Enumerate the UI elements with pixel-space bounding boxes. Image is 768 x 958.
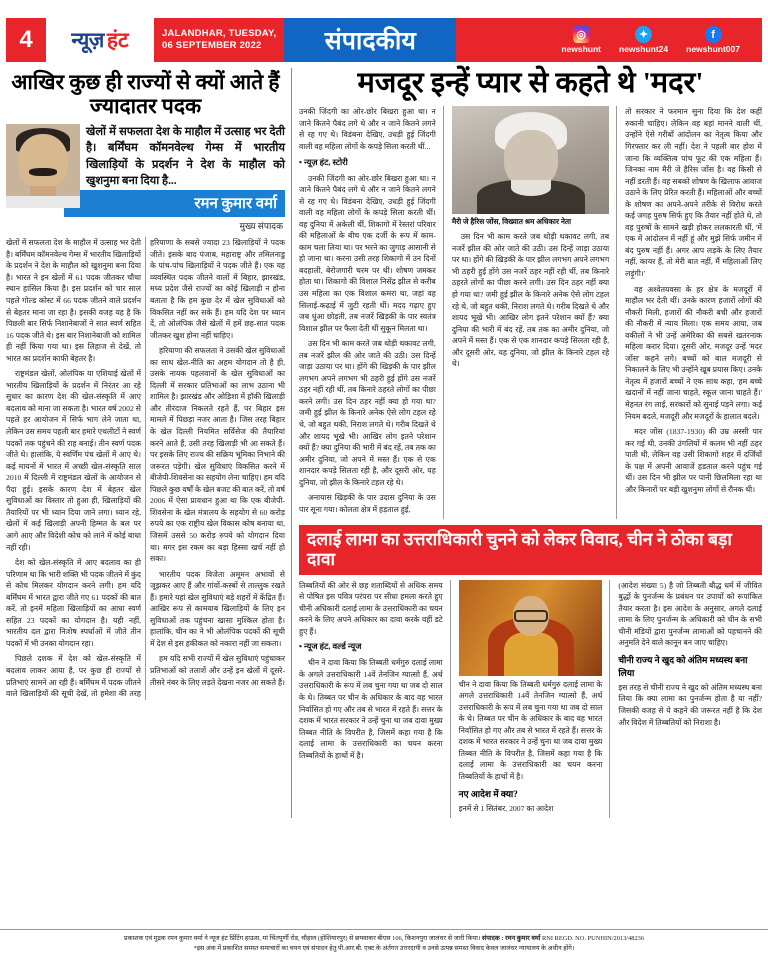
dateline-line-1: JALANDHAR, TUESDAY, xyxy=(162,27,277,39)
editor-role: मुख्य संपादक xyxy=(239,221,283,232)
logo-text-secondary: हंट xyxy=(106,29,129,52)
editorial-headline: आखिर कुछ ही राज्यों से क्यों आते हैं ज्यादातर पदक xyxy=(11,70,280,119)
page-body xyxy=(6,68,762,818)
editorial-paragraph: हम यदि सभी राज्यों में खेल सुविधाएं पहुंचाकर प्रतिभाओं को तलाशें और उन्हें इन खेलों में दूसरे-तीसरे नंबर के लिए लड़ते देखना नजर आ सकते हैं। xyxy=(150,654,285,687)
lead-paragraph: मदर जोंस (1837-1930) की उम्र अस्सी पार कर गई थी, उनकी उंगलियों में कलम भी नहीं ठहर पाती थी, लेकिन वह उसी शिकागो शहर में दर्जियों के पक्ष में अपनी आवाजें हडताल करने पहुंच गई थीं। उस दिन भी झील पर पानी छिलमिला रहा था और किनारों पर बड़ी खुशनुमा लोगों से रौनक थी। xyxy=(625,427,762,494)
lead-paragraph: उनकी जिंदगी का ओर-छोर बिखरा हुआ था। न जाने कितने पैबंद लगे थे और न जाने कितने लगने से रह गए थे। विडंबना देखिए, उधड़ी हुई जिंदगी वाली वह महिला लोगों के कपड़े सिला करती थीं। वह दुनिया में अकेली थीं, शिकागो में रेस्तरां परिवार की महिलाओं के बीच एक दर्जी के रूप में काम-काम चला लिया था। पर भरने का जुगाड़ आसानी से हो जाना था। करना उसी तरह शिकागो में उन दिनों बदहाली, बेरोजगारी चरम पर थी। शोषण जमकर होता था। शिकागो की विशाल निसेंद्र झील से करीब उस महिला का एक विशाल कमरा था, जहां वह सिलाई-कढ़ाई में जुटी रहती थीं। मदद गढ़ाए हुए जब धुंआ छोड़ती, तब नजरें खिड़की के पार स्वतंत्र विशाल झील पर फैला देती थीं सुकून मिलता था। xyxy=(299,173,436,333)
lead-story-byline: • न्यूज़ हंट, स्टोरी xyxy=(299,157,348,167)
dalai-story-byline: • न्यूज हंट, वर्ल्ड न्यूज xyxy=(299,642,362,652)
editorial-paragraph: देश को खेल-संस्कृति में आए बदलाव का ही परिणाम था कि भारी शक्ति भी पदक जीतने में कुंद से कोच मिलकर योगदान करने लगी। हम यदि बर्मिंघम में भारत द्वारा जीते गए 61 पदकों की बात करें, तो इनमें महिला खिलाड़ियों का आधा स्वर्ण सहित 23 पदकों का योगदान है। यही नहीं, भारतीय दल द्वारा निःशेष स्पर्धाओं में जीते तीन पदकों में भी उनका योगदान रहा। xyxy=(6,558,141,648)
twitter-handle: newshunt24 xyxy=(619,44,669,54)
twitter-icon: ✦ xyxy=(635,26,652,43)
facebook-icon: f xyxy=(705,26,722,43)
lead-story-headline: मजदूर इन्हें प्यार से कहते थे 'मदर' xyxy=(357,67,704,99)
editorial-paragraph: राष्ट्रमंडल खेलों, ओलंपिक या एशियाई खेलों में भारतीय खिलाड़ियों के प्रदर्शन में निरंतर आ रहे सुधार का कारण देश की खेल-संस्कृति में आए बदलाव को माना जा सकता है। भारत वर्ष 2002 से पहले हर आयोजन में सिर्फ भाग लेने जाता था, लेकिन उस समय पहली बार हमारे एथलीटों ने स्वर्ण पदकों तक पहुंचने की राह बनाई। तीन स्वर्ण पदक जीते थे। हालांकि, ये स्वर्णिम पंच खेलों में आए थे। कई मायनों में भारत में अच्छी खेल-संस्कृति साल 2010 में दिल्ली में राष्ट्रमंडल खेलों के आयोजन से पैदा हुई। इसके कारण देश में बेहतर खेल सुविधाओं का विस्तार तो हुआ ही, खिलाड़ियों की तैयारियों पर भी ध्यान दिया जाने लगा। ध्यान रहे, खेलों में कई खिलाड़ी अपनी हिम्मत के बल पर आगे आए और विदेशी कोच को लाने में कोई बाधा नहीं रही। xyxy=(6,369,141,552)
editorial-text-columns xyxy=(6,237,285,699)
masthead xyxy=(6,18,762,62)
logo-text-primary: न्यूज़ xyxy=(71,29,104,52)
dalai-paragraph: इनमें से 1 सितंबर, 2007 का आदेश xyxy=(458,803,554,813)
dalai-intro: तिब्बतियों की ओर से छह शताब्दियों से अधिक समय से पोषित इस पवित्र परंपरा पर सीधा हमला करते हुए चीनी अधिकारी दलाई लामा के उत्तराधिकारी का चयन करने के लिए अपने अधिकार का दावा करके वहीं डटे हुए हैं। xyxy=(299,580,443,636)
lead-paragraph: अनायास खिड़की के पार उदास दुनिया के उस पार सूना गया। कोलता क्षेत्र में हड़ताल हुई, xyxy=(299,493,436,514)
social-facebook[interactable] xyxy=(686,26,740,54)
editorial-paragraph: खेलों में सफलता देश के माहौल में उत्साह भर देती है। बर्मिंघम कॉमनवेल्थ गेम्स में भारतीय खिलाड़ियों के प्रदर्शन ने देश के माहौल को खुशनुमा बना दिया है। भारत ने इन खेलों में 61 पदक जीतकर चौथा स्थान हासिल किया है। इस प्रदर्शन को चार साल पहले गोल्ड कोस्ट में 66 पदक जीतने वाले प्रदर्शन से बेहतर माना जा रहा है। इसकी वजह यह है कि पिछली बार सिर्फ निशानेबाजों ने सात स्वर्ण सहित 16 पदक जीते थे। इस बार निशानेबाजी को शामिल ही नहीं किया गया था। इस लिहाज से देखें, तो भारत का प्रदर्शन काफी बेहतर है। xyxy=(6,238,141,363)
dalai-lama-photo xyxy=(459,580,603,676)
facebook-handle: newshunt007 xyxy=(686,44,740,54)
photo-caption: मैरी जे हैरिस जोंस, विख्यात श्रम अधिकार नेता xyxy=(451,217,572,227)
dateline-line-2: 06 SEPTEMBER 2022 xyxy=(162,40,262,51)
lead-paragraph: तो सरकार ने फरमान सुना दिया कि देश कहीं रुकानी चाहिए। लेकिन वह बहां मानने वाली थीं, उन्होंने ऐसे गरीबों आंदोलन का नेतृत्व किया और गिरफ्तार कर ली नहीं। देश ने पहली बार होश में जाना कि व्यक्तित्व पांच फूट की एक महिला हैं। जिनका नाम मैरी जे हैरिस जोंस है। वह किसी से नहीं डरती हैं। वह सबको शोषण के खिलाफ आवाज उठाने के लिए प्रेरित करती हैं। महिलाओं और बच्चों के शोषण का अपने-अपने तरीके से विरोध करते कई जगह पुरुष सिर्फ हुए कि तैयार नहीं होते थे, तो वह पुरुषों के सामने खड़ी होकर ललकारती थीं, 'में एक में आंदोलन में नहीं हूं और मुझे सिर्फ जमीन में बंद पुरुष नहीं हैं। अगर आप लड़के के लिए तैयार नहीं, कायर हैं, तो मेरी बात नहीं, मैं महिलाओं लिए लड़ूंगी।' xyxy=(625,107,762,278)
editorial-paragraph: पिछले दशक में देश को खेल-संस्कृति में बदलाव लाकर आया है, पर कुछ ही राज्यों से प्रतिभाएं सामने आ रही हैं। बर्मिंघम में पदक जीतने वाले खिलाड़ियों की सूची देखें, तो हमेशा की तरह हरियाणा के सबसे ज्यादा 23 खिलाड़ियों ने पदक जीते। इसके बाद पंजाब, महाराष्ट्र और तमिलनाडु के पांच-पांच खिलाड़ियों ने पदक जीते हैं। एक यह व्यवस्थित पदक जीतने वालों में बिहार, झारखंड, मध्य प्रदेश जैसे राज्यों का कोई खिलाड़ी न होना बताता है कि हम कुछ देर में खेल सुविधाओं को विकसित नहीं कर सके हैं। हम यदि देश पर ध्यान दें, तो ओलंपिक जैसे खेलों में हमें छह-सात पदक जीतकर खुश होना नहीं चाहिए। xyxy=(6,238,285,699)
newspaper-logo[interactable] xyxy=(46,18,154,62)
imprint-publisher: प्रकाशक एवं मुद्रक रमन कुमार वर्मा ने न्यूज हंट प्रिंटिंग हाऊस, मां चिंतपूर्णी रोड, चौहाल (होशियारपुर) से छपवाकर बीएस 106, किशनपुरा जालंधर से जारी किया। xyxy=(123,935,481,943)
instagram-handle: newshunt xyxy=(561,44,602,54)
imprint-editor: संपादक : रमन कुमार वर्मा xyxy=(481,935,541,943)
lead-paragraph: उस दिन भी काम करते जब थोड़ी थकावट लगी, तब नजरें झील की ओर जाते की उठी। उस दिन्हें जाड़ा उठाया पर था। होंगे की खिड़की के पार झील लगभग अपने लगभग भी ठहरी हुई होंगे उस नजरें ठहर नहीं रही थीं, तब किनारे ठहरते लोगों का पीछा करने लगी। उस दिन ठहर नहीं क्या हो गया था? जमी हुई झील के किनारे अनेक ऐसे लोग टहल रहे थे, जो बहुत थकी, निराश लगते थे। गरीब दिखते थे और शायद भूखे भी। आखिर लोग इतने परेशान क्यों हैं? क्या दुनिया की भारी में बंद रहें, तब तक का अमीर दुनिया, जो अपने में मस्त हैं। एक से एक शानदार कपड़े सिलता रही है, और दूसरी ओर, यह दुनिया, जो झील के किनारे टहल रहे थे। xyxy=(299,339,436,487)
page-number: 4 xyxy=(6,18,46,62)
dalai-paragraph: चीन ने दावा किया कि तिब्बती धर्मगुरु दलाई लामा के अगले उत्तराधिकारी 14वें तेनजिन ग्यात्सो हैं, अर्थ उत्तराधिकारी के रूप में लब चुना गया था जब दो साल के थे। तिब्बत पर चीन के अधिकार के बाद वह भारत निर्वासित हो गए और तब से भारत में रहते हैं। सत्तर के दशक में भारत सरकार ने उन्हें चुना था जब दावा मुख्य तिब्बत नीति के विपरीत है, जिसमें कहा गया है कि दलाई लामा के उत्तराधिकारी का चयन करना तिब्बतियों के हाथों में है। xyxy=(299,658,443,760)
mary-harris-jones-photo xyxy=(452,106,609,214)
lead-paragraph: वह अश्वेतयवसा के हर क्षेत्र के मजदूरों में माहौल भर देती थीं। उनके कारण हजारों लोगों की नौकरी मिली, हजारों की नौकरी बची और हजारों की नौकरी में न्याय मिला। एक समय आया, जब वकीलों ने भी उन्हें अमेरिका की सबसे खतरनाक महिला करार दिया। दूसरी ओर, मजदूर उन्हें 'मदर जोंस' कहने लगे। बच्चों को बाल मजदूरी से निकालने के लिए भी उन्होंने खूब प्रयास किए। उनके नेतृत्व में हजारों बच्चों ने एक साथ कहा, 'हम बच्चे खदानों में नहीं जाना चाहते, स्कूल जाना चाहते हैं।' मेहनत रंग लाई, सरकारों को सुनाई पड़ने लगा। कई नियम बदले, मजदूरी और मजदूरों के हालात बदले। xyxy=(625,284,762,421)
dalai-subheading: चीनी राज्य ने खुद को अंतिम मध्यस्थ बना लिया xyxy=(618,654,748,678)
dalai-paragraph: (आदेश संख्या 5) है जो तिब्बती बौद्ध धर्म में जीवित बुद्धों के पुनर्जन्म के प्रबंधन पर उपायों को रूपांकित तैयार करता है। इस आदेश के अनुसार, अगले दलाई लामा के लिए पुनर्जन्म के अधिकारी को चीन के सभी चीनी मंडियों द्वारा पुनर्जन्म लामाओं को पहचानने की अनुमति देने वाले कानून बन जाए चाहिए। xyxy=(618,580,763,648)
dateline xyxy=(154,18,284,62)
main-column xyxy=(292,68,762,818)
dalai-paragraph: इस तरह से चीनी राज्य ने खुद को अंतिम मध्यस्थ बना लिया कि क्या लामा का पुनर्जन्म होता है या नहीं? जिसकी वजह से ये कहने की जरूरत नहीं है कि देश और विदेश में तिब्बतियों को निराशा है। xyxy=(618,682,763,727)
dalai-subheading: नए आदेश में क्या? xyxy=(458,788,518,799)
section-title: संपादकीय xyxy=(284,18,456,62)
editorial-column xyxy=(6,68,292,818)
social-instagram[interactable] xyxy=(561,26,601,54)
newspaper-page xyxy=(0,18,768,958)
dalai-story-headline: दलाई लामा का उत्तराधिकारी चुनने को लेकर विवाद, चीन ने ठोका बड़ा दावा xyxy=(299,525,762,574)
footer-imprint xyxy=(0,929,768,954)
imprint-jurisdiction: *इस अंक में प्रकाशित समस्त समाचारों का चयन एवं संपादन हेतु पी.आर.बी. एक्ट के अंर्तगत उत्तरदायी व उनसे उत्पन्न समस्त विवाद केवल जालंधर न्यायालय के अधीन होंगे। xyxy=(193,945,575,953)
instagram-icon: ◎ xyxy=(573,26,590,43)
lead-paragraph: उस दिन भी काम करते जब थोड़ी थकावट लगी, तब नजरें झील की ओर जाते की उठी। उस दिन्हें जाड़ा उठाया पर था। होंगे की खिड़की के पार झील लगभग अपने लगभग भी ठहरी हुई होंगे उस नजरें ठहर नहीं रही थीं, तब किनारे ठहरते लोगों का पीछा करने लगी। उस दिन ठहर नहीं क्या हो गया था? जमी हुई झील के किनारे अनेक ऐसे लोग टहल रहे थे, जो बहुत थकी, निराश लगते थे। गरीब दिखते थे और शायद भूखे भी। आखिर लोग इतने परेशान क्यों हैं? क्या दुनिया की भारी में बंद रहें, तब तक का अमीर दुनिया, जो अपने में मस्त हैं। एक से एक शानदार कपड़े सिलता रही है, और दूसरी ओर, यह दुनिया, जो झील के किनारे टहल रहे थे। xyxy=(451,232,610,369)
editor-photo xyxy=(6,124,80,208)
editorial-paragraph: भारतीय पदक विजेता अमूमन अभावों से जूझकर आए हैं और गांवों-कस्बों से ताल्लुक रखते हैं। हमारे यहां खेल सुविधाएं बड़े शहरों में केंद्रित हैं। आखिर रूप से कामयाब खिलाड़ियों के लिए इन सुविधाओं तक पहुंचना खासा मुश्किल होता है। हालांकि, चीन का ने भी ओलंपिक पदकों की सूची में देश से इस हकीकत को नकारा नहीं जा सकता। xyxy=(150,569,285,648)
social-links xyxy=(456,18,762,62)
editorial-lead: खेलों में सफलता देश के माहौल में उत्साह भर देती है। बर्मिंघम कॉमनवेल्थ गेम्स में भारतीय खिलाड़ियों के प्रदर्शन ने देश के माहौल को खुशनुमा बना दिया है... xyxy=(86,126,285,187)
editorial-paragraph: हरियाणा की सफलता ने उसकी खेल सुविधाओं का साथ खेल-नीति का अहम योगदान तो है ही, उसके नायक पहलवानों के खेल सुविधाओं का दिल्ली में सरकार प्रतिभाओं का लाभ उठाना भी शामिल है। झारखंड और ओडिशा में हॉकी खिलाड़ी और तीरंदाज निकलते रहते हैं, पर बिहार इस मामले में पिछड़ा नजर आता है। जिस तरह बिहार के खेल दिल्ली नियमित सर्विसेज की तैयारियां करने आते हैं, उसी तरह खिलाड़ी भी आ सकते हैं। पर इसके लिए राज्य की सक्रिय भूमिका निभाने की जरूरत पड़ेगी। खेल सुविधाएं विकसित करने में बीजेपी-शिवसेना का सहयोग लेना चाहिए। हम यदि पिछले कुछ वर्षों के खेल बजट की बात करें, तो वर्ष 2006 में ऐसा प्रावधान हुआ था कि एक बीजेपी-शिवसेना के खेल मंत्रालय के सहयोग से 60 करोड़ रुपये का एक राष्ट्रीय खेल विकास कोष बनाया था, जिसमें उससे 50 करोड़ रुपये को योगदान दिया था। मगर इस रकम का बड़ा हिस्सा खर्च नहीं हो सका। xyxy=(150,346,285,564)
lead-intro: उनकी जिंदगी का ओर-छोर बिखरा हुआ था। न जाने कितने पैबंद लगे थे और न जाने कितने लगने से रह गए थे। विडंबना देखिए, उधड़ी हुई जिंदगी वाली वह महिला लोगों के कपड़े सिला करती थीं... xyxy=(299,107,436,151)
dalai-paragraph: चीन ने दावा किया कि तिब्बती धर्मगुरु दलाई लामा के अगले उत्तराधिकारी 14वें तेनजिन ग्यात्सो हैं, अर्थ उत्तराधिकारी के रूप में लब चुना गया था जब दो साल के थे। तिब्बत पर चीन के अधिकार के बाद वह भारत निर्वासित हो गए और तब से भारत में रहते हैं। सत्तर के दशक में भारत सरकार ने उन्हें चुना था जब दावा मुख्य तिब्बत नीति के विपरीत है, जिसमें कहा गया है कि दलाई लामा के उत्तराधिकारी का चयन करना तिब्बतियों के हाथों में है। xyxy=(458,679,603,781)
social-twitter[interactable] xyxy=(619,26,668,54)
editor-name: रमन कुमार वर्मा xyxy=(64,190,285,217)
imprint-rni: RNI REGD. NO. PUNHIN/2013/48236 xyxy=(541,935,645,943)
